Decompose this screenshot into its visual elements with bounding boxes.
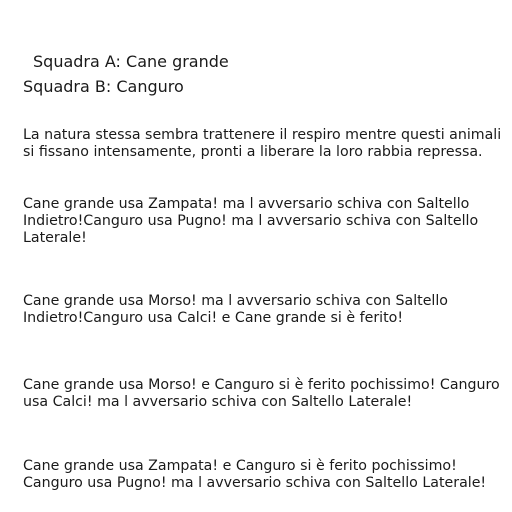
team-a-label: Squadra A: Cane grande (33, 52, 229, 71)
battle-intro-text: La natura stessa sembra trattenere il respiro mentre questi animali si fissano intensamente, pronti a liberare la loro rabbia repressa. (23, 127, 502, 160)
battle-turn-4: Cane grande usa Zampata! e Canguro si è ferito pochissimo! Canguro usa Pugno! ma l avversario schiva con Saltello Laterale! (23, 458, 487, 491)
battle-turn-3: Cane grande usa Morso! e Canguro si è ferito pochissimo! Canguro usa Calci! ma l avversario schiva con Saltello Laterale! (23, 377, 500, 410)
battle-turn-2: Cane grande usa Morso! ma l avversario schiva con Saltello Indietro!Canguro usa Calci! e Cane grande si è ferito! (23, 293, 448, 326)
battle-turn-1: Cane grande usa Zampata! ma l avversario schiva con Saltello Indietro!Canguro usa Pugno! ma l avversario schiva con Saltello Laterale! (23, 196, 479, 246)
team-b-label: Squadra B: Canguro (23, 77, 184, 96)
